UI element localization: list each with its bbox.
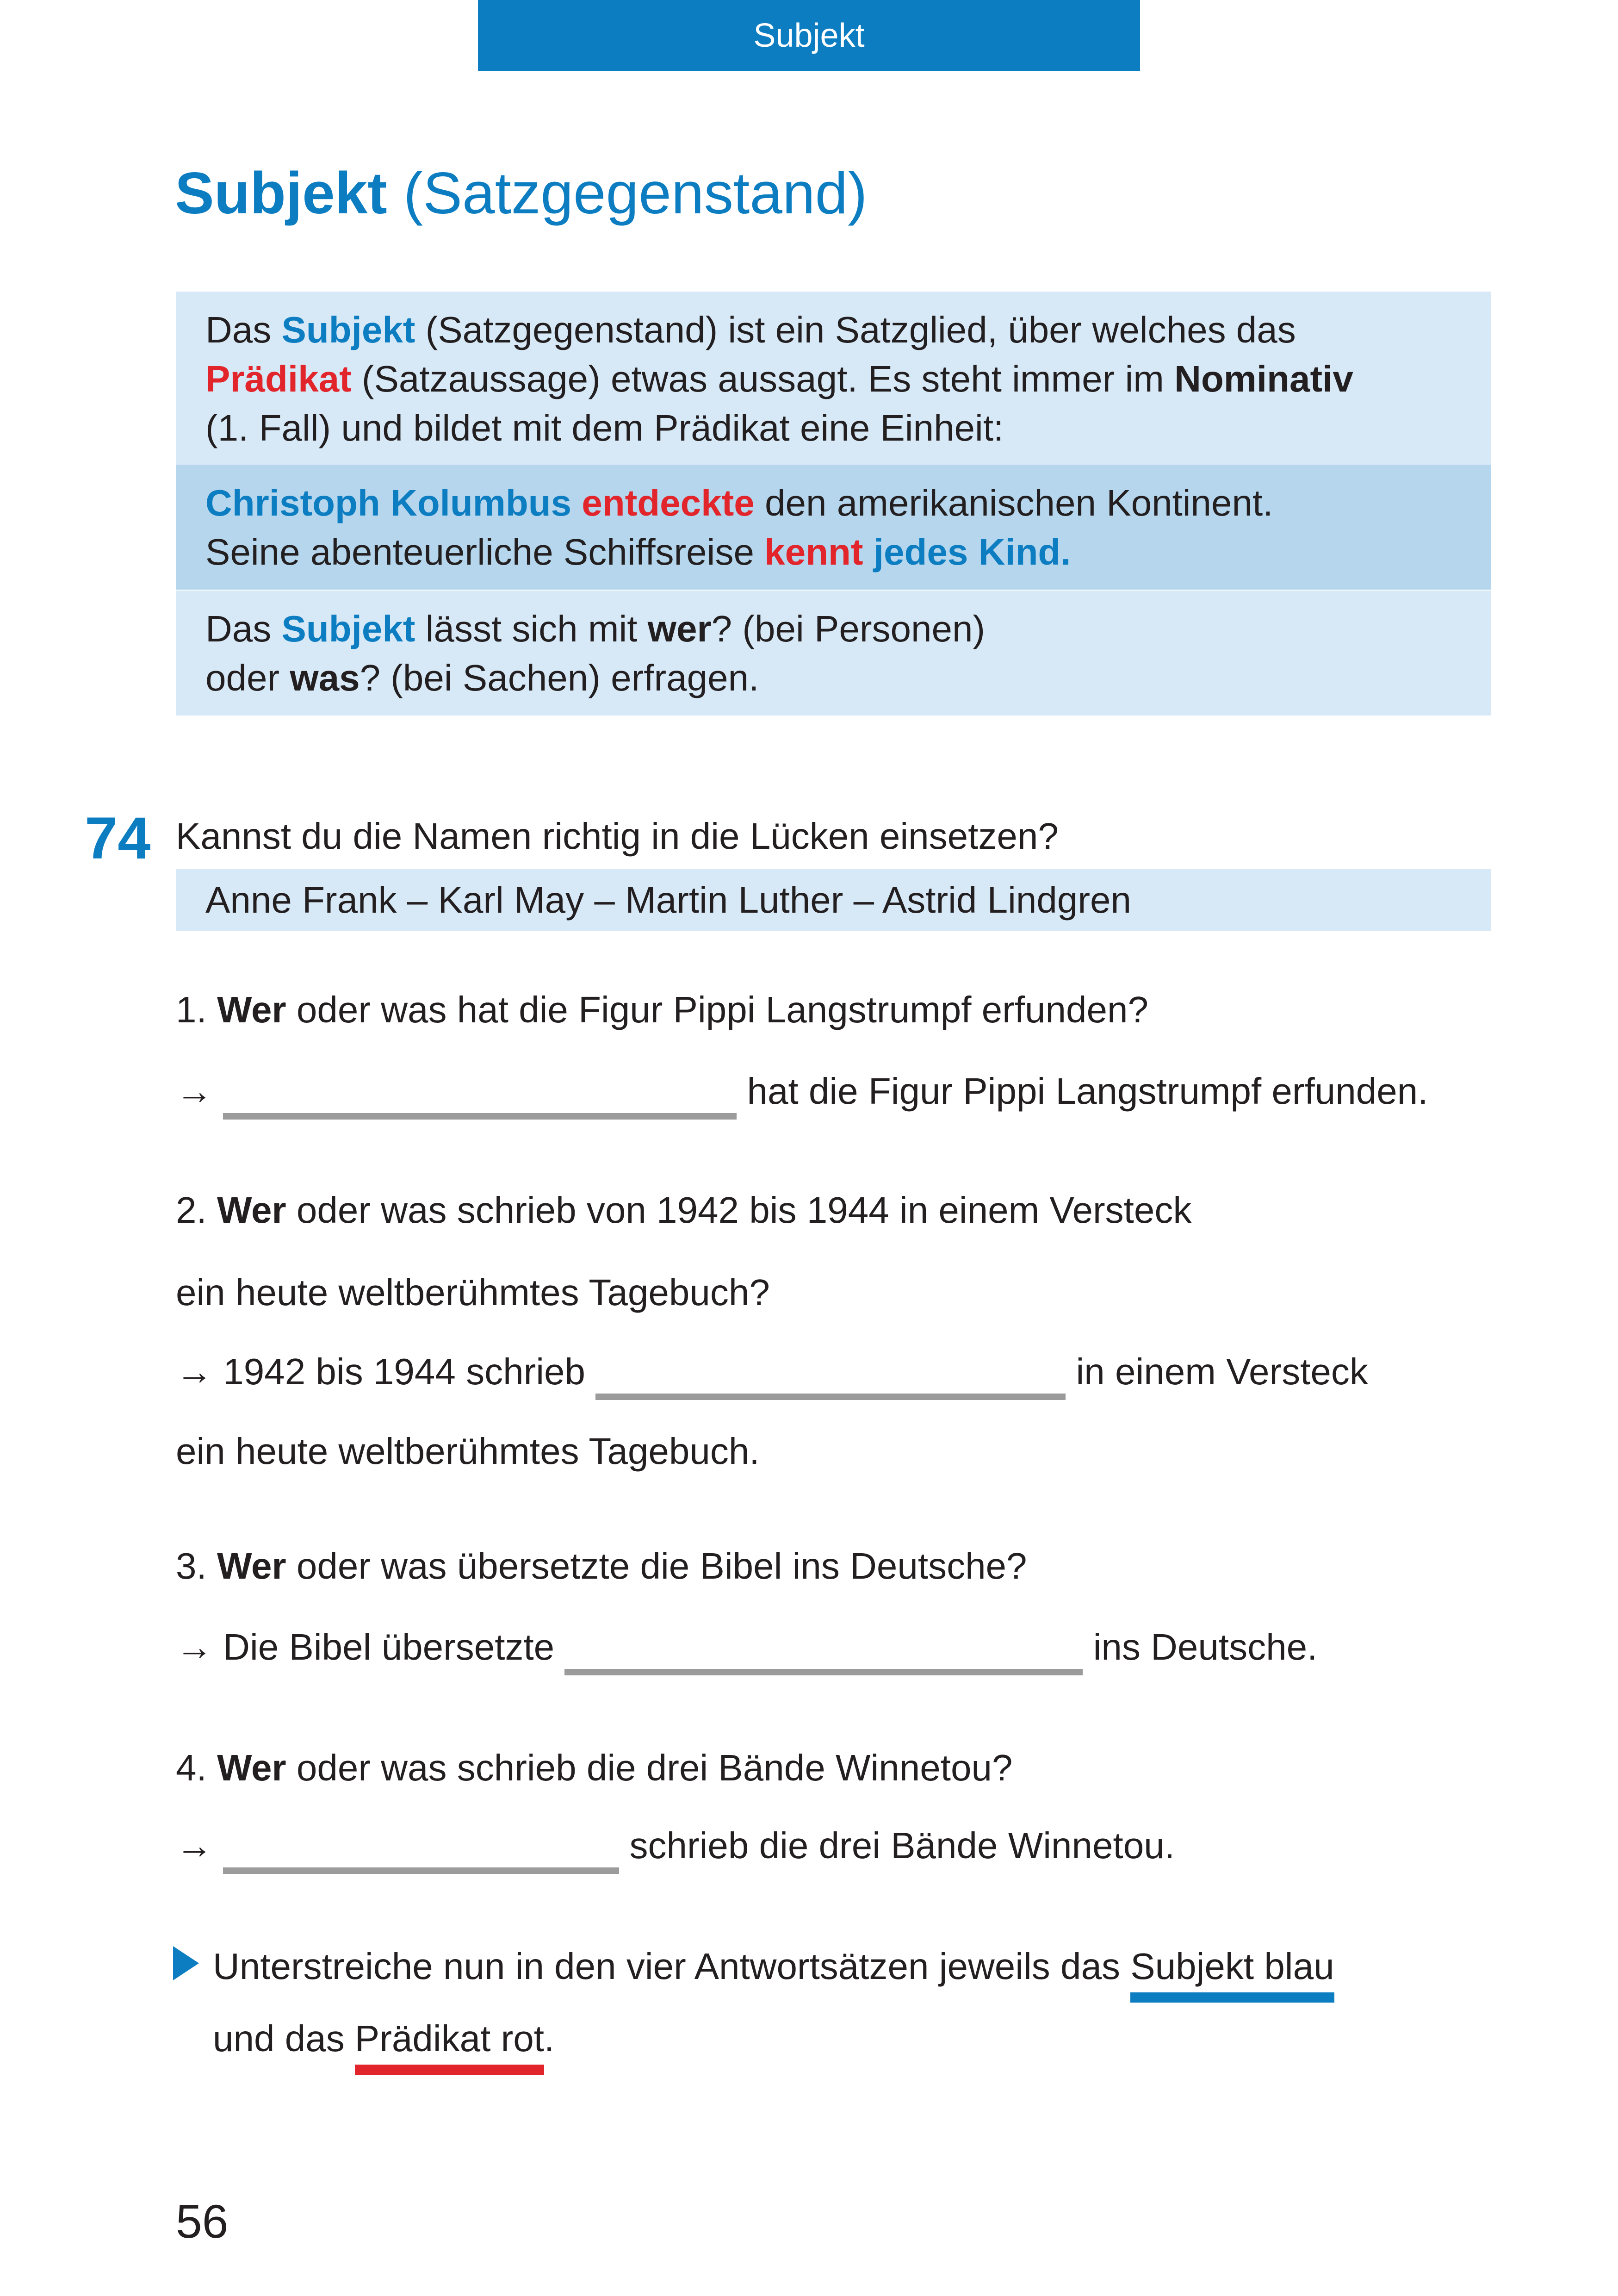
question-2-line-2: ein heute weltberühmtes Tagebuch?	[176, 1272, 770, 1313]
question-3: 3. Wer oder was übersetzte die Bibel ins Deutsche?	[176, 1545, 1027, 1587]
example-line: Christoph Kolumbus entdeckte den amerikanischen Kontinent.	[205, 482, 1273, 523]
question-words-box	[176, 591, 1491, 716]
fill-in-blank[interactable]	[564, 1642, 1083, 1675]
answer-2-line-2: ein heute weltberühmtes Tagebuch.	[176, 1431, 760, 1472]
question-1: 1. Wer oder was hat die Figur Pippi Langstrumpf erfunden?	[176, 989, 1148, 1030]
followup-text: Unterstreiche nun in den vier Antwortsätzen jeweils das Subjekt blau	[213, 1946, 1334, 2003]
exercise-prompt: Kannst du die Namen richtig in die Lücken einsetzen?	[176, 815, 1059, 857]
answer-3: → Die Bibel übersetzte ins Deutsche.	[176, 1624, 1317, 1675]
page-header-tab	[478, 0, 1140, 71]
followup-instruction-line-2: und das Prädikat rot.	[213, 2016, 554, 2062]
header-tab-label: Subjekt	[753, 17, 865, 54]
page-title-main: Subjekt	[175, 160, 387, 226]
fill-in-blank[interactable]	[223, 1841, 619, 1874]
page-title	[175, 160, 868, 226]
page-title-sub: (Satzgegenstand)	[387, 160, 868, 226]
triangle-bullet-icon	[173, 1946, 199, 1980]
definition-info-box	[176, 292, 1491, 466]
fill-in-blank[interactable]	[595, 1367, 1066, 1400]
definition-line: Das Subjekt (Satzgegenstand) ist ein Satzglied, über welches das	[205, 309, 1296, 350]
definition-line: (1. Fall) und bildet mit dem Prädikat eine Einheit:	[205, 407, 1004, 448]
question-words-line: oder was? (bei Sachen) erfragen.	[205, 657, 759, 698]
question-2-line-1: 2. Wer oder was schrieb von 1942 bis 1944 in einem Versteck	[176, 1189, 1192, 1231]
word-bank-box	[176, 869, 1491, 931]
answer-1: → hat die Figur Pippi Langstrumpf erfunden.	[176, 1068, 1428, 1120]
fill-in-blank[interactable]	[223, 1086, 737, 1120]
example-line: Seine abenteuerliche Schiffsreise kennt jedes Kind.	[205, 531, 1071, 572]
example-sentence-box	[176, 465, 1491, 590]
question-4: 4. Wer oder was schrieb die drei Bände Winnetou?	[176, 1747, 1013, 1788]
answer-4: → schrieb die drei Bände Winnetou.	[176, 1823, 1175, 1874]
followup-instruction-line-1	[213, 1943, 1334, 1990]
answer-2-line-1: → 1942 bis 1944 schrieb in einem Versteck	[176, 1349, 1368, 1400]
exercise-number: 74	[85, 805, 151, 871]
question-words-line: Das Subjekt lässt sich mit wer? (bei Personen)	[205, 608, 986, 649]
page-number: 56	[176, 2195, 229, 2248]
word-bank-names: Anne Frank – Karl May – Martin Luther – Astrid Lindgren	[205, 879, 1132, 921]
definition-line: Prädikat (Satzaussage) etwas aussagt. Es steht immer im Nominativ	[205, 358, 1353, 399]
